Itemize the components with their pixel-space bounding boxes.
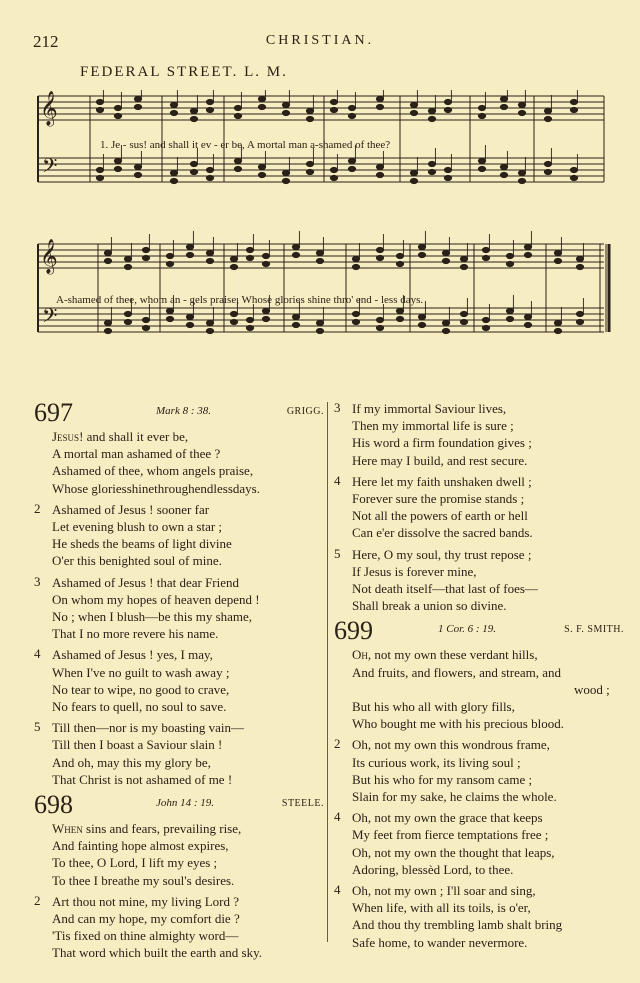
note-head bbox=[306, 108, 313, 113]
note-head bbox=[104, 250, 111, 255]
note-head bbox=[206, 320, 213, 325]
note-head bbox=[500, 104, 507, 109]
note-head bbox=[206, 99, 213, 104]
tune-title: FEDERAL STREET. L. M. bbox=[80, 64, 288, 80]
verse-line: To thee I breathe my soul's desires. bbox=[52, 872, 235, 888]
scripture-reference: Mark 8 : 38. bbox=[156, 405, 211, 417]
column-divider bbox=[327, 402, 328, 942]
note-head bbox=[186, 322, 193, 327]
note-head bbox=[330, 175, 337, 180]
stanza-number: 2 bbox=[34, 892, 41, 908]
note-head bbox=[330, 107, 337, 112]
note-head bbox=[518, 178, 525, 183]
note-head bbox=[576, 311, 583, 316]
verse-line: Adoring, blessèd Lord, to thee. bbox=[352, 861, 514, 877]
stanza bbox=[34, 820, 324, 889]
verse-line: And fainting hope almost expires, bbox=[52, 838, 229, 854]
verse-line: Not all the powers of earth or hell bbox=[352, 508, 528, 524]
stanza-number: 5 bbox=[34, 719, 41, 735]
note-head bbox=[96, 99, 103, 104]
note-head bbox=[348, 166, 355, 171]
note-head bbox=[306, 161, 313, 166]
note-head bbox=[170, 170, 177, 175]
note-head bbox=[460, 256, 467, 261]
note-head bbox=[170, 102, 177, 107]
music-score bbox=[34, 90, 614, 382]
note-head bbox=[524, 322, 531, 327]
right-column bbox=[334, 400, 624, 955]
note-head bbox=[262, 253, 269, 258]
verse-line: If my immortal Saviour lives, bbox=[352, 401, 507, 416]
note-head bbox=[396, 308, 403, 313]
lyrics-line-1: 1. Je - sus! and shall it ev - er be, A mortal man a-shamed of thee? bbox=[100, 139, 391, 151]
note-head bbox=[518, 170, 525, 175]
note-head bbox=[460, 319, 467, 324]
verse-line: My feet from fierce temptations free ; bbox=[352, 827, 549, 843]
note-head bbox=[282, 102, 289, 107]
note-head bbox=[234, 105, 241, 110]
stanza bbox=[34, 719, 324, 788]
note-head bbox=[428, 108, 435, 113]
note-head bbox=[262, 308, 269, 313]
note-head bbox=[442, 258, 449, 263]
verse-line: That word which built the earth and sky. bbox=[52, 945, 262, 961]
note-head bbox=[142, 255, 149, 260]
left-column bbox=[34, 400, 324, 966]
note-head bbox=[482, 317, 489, 322]
note-head bbox=[376, 104, 383, 109]
note-head bbox=[576, 264, 583, 269]
stanza bbox=[34, 428, 324, 497]
note-head bbox=[544, 108, 551, 113]
note-head bbox=[348, 105, 355, 110]
hymn-number: 697 bbox=[34, 398, 73, 427]
note-head bbox=[166, 316, 173, 321]
note-head bbox=[166, 261, 173, 266]
note-head bbox=[258, 172, 265, 177]
verse-line: , not my own these verdant hills, bbox=[367, 647, 538, 663]
scripture-reference: 1 Cor. 6 : 19. bbox=[438, 623, 497, 636]
stanza bbox=[334, 736, 624, 805]
note-head bbox=[190, 116, 197, 121]
verse-line: But his who all with glory fills, bbox=[352, 699, 515, 715]
verse-line: Whose gloriesshinethroughendlessdays. bbox=[52, 480, 260, 496]
scripture-reference: John 14 : 19. bbox=[156, 797, 215, 810]
note-head bbox=[554, 258, 561, 263]
note-head bbox=[142, 317, 149, 322]
note-head bbox=[570, 167, 577, 172]
verse-line: No ; when I blush—be this my shame, bbox=[52, 609, 253, 625]
verse-line: And oh, may this my glory be, bbox=[52, 754, 211, 770]
running-head: CHRISTIAN. bbox=[265, 33, 375, 48]
note-head bbox=[352, 256, 359, 261]
note-head bbox=[376, 172, 383, 177]
verse-line: Here let my faith unshaken dwell ; bbox=[352, 473, 532, 489]
verse-line: Oh, not my own this wondrous frame, bbox=[352, 737, 550, 753]
stanza-number: 2 bbox=[34, 500, 41, 516]
note-head bbox=[114, 158, 121, 163]
note-head bbox=[206, 167, 213, 172]
note-head bbox=[170, 178, 177, 183]
note-head bbox=[554, 320, 561, 325]
verse-line: His word a firm foundation gives ; bbox=[352, 435, 532, 451]
verse-line: Shall break a union so divine. bbox=[352, 598, 507, 614]
verse-line: Art thou not mine, my living Lord ? bbox=[52, 893, 240, 909]
note-head bbox=[418, 244, 425, 249]
note-head bbox=[376, 317, 383, 322]
note-head bbox=[104, 258, 111, 263]
note-head bbox=[282, 110, 289, 115]
note-head bbox=[506, 253, 513, 258]
verse-line: Till then I boast a Saviour slain ! bbox=[52, 737, 223, 753]
verse-line: wood ; bbox=[574, 681, 610, 697]
verse-line: If Jesus is forever mine, bbox=[352, 563, 477, 579]
verse-line: Oh, not my own the grace that keeps bbox=[352, 810, 543, 826]
verse-line: Safe home, to wander nevermore. bbox=[352, 934, 528, 950]
note-head bbox=[134, 96, 141, 101]
note-head bbox=[518, 110, 525, 115]
note-head bbox=[246, 255, 253, 260]
verse-line: To thee, O Lord, I lift my eyes ; bbox=[52, 855, 218, 871]
note-head bbox=[544, 169, 551, 174]
first-word: When bbox=[52, 821, 83, 837]
note-head bbox=[306, 169, 313, 174]
note-head bbox=[234, 166, 241, 171]
note-head bbox=[258, 96, 265, 101]
note-head bbox=[544, 161, 551, 166]
verse-line: No tear to wipe, no good to crave, bbox=[52, 681, 230, 697]
verse-line: A mortal man ashamed of thee ? bbox=[52, 446, 221, 462]
note-head bbox=[428, 116, 435, 121]
verse-line: Let evening blush to own a star ; bbox=[52, 519, 223, 535]
note-head bbox=[478, 113, 485, 118]
note-head bbox=[444, 99, 451, 104]
note-head bbox=[376, 325, 383, 330]
note-head bbox=[234, 113, 241, 118]
note-head bbox=[124, 311, 131, 316]
verse-line: And fruits, and flowers, and stream, and bbox=[352, 664, 562, 680]
note-head bbox=[96, 175, 103, 180]
hymn-author: S. F. SMITH. bbox=[564, 624, 624, 636]
note-head bbox=[482, 247, 489, 252]
note-head bbox=[500, 96, 507, 101]
note-head bbox=[292, 252, 299, 257]
note-head bbox=[142, 247, 149, 252]
note-head bbox=[246, 247, 253, 252]
hymn-header bbox=[334, 618, 624, 646]
note-head bbox=[292, 322, 299, 327]
note-head bbox=[258, 104, 265, 109]
note-head bbox=[306, 116, 313, 121]
note-head bbox=[348, 113, 355, 118]
note-head bbox=[460, 264, 467, 269]
note-head bbox=[554, 328, 561, 333]
note-head bbox=[166, 308, 173, 313]
first-word: Oh bbox=[352, 647, 368, 663]
stanza bbox=[34, 501, 324, 570]
stanza bbox=[334, 809, 624, 878]
stanza-number: 2 bbox=[334, 736, 341, 752]
note-head bbox=[460, 311, 467, 316]
note-head bbox=[142, 325, 149, 330]
verse-line: Who bought me with his precious blood. bbox=[352, 716, 564, 732]
note-head bbox=[170, 110, 177, 115]
verse-line: Ashamed of Jesus ! that dear Friend bbox=[52, 574, 240, 590]
note-head bbox=[230, 256, 237, 261]
note-head bbox=[418, 322, 425, 327]
note-head bbox=[524, 244, 531, 249]
note-head bbox=[506, 261, 513, 266]
treble-clef: 𝄞 bbox=[40, 239, 58, 274]
bass-clef: 𝄢 bbox=[42, 154, 58, 182]
stanza bbox=[334, 546, 624, 615]
stanza-number: 4 bbox=[334, 809, 341, 825]
note-head bbox=[186, 252, 193, 257]
note-head bbox=[258, 164, 265, 169]
note-head bbox=[352, 264, 359, 269]
note-head bbox=[186, 244, 193, 249]
hymn-number: 698 bbox=[34, 790, 73, 820]
note-head bbox=[442, 250, 449, 255]
note-head bbox=[134, 164, 141, 169]
note-head bbox=[316, 258, 323, 263]
note-head bbox=[124, 264, 131, 269]
note-head bbox=[442, 320, 449, 325]
verse-line: Ashamed of thee, whom angels praise, bbox=[52, 463, 254, 479]
stanza bbox=[34, 893, 324, 962]
note-head bbox=[554, 250, 561, 255]
note-head bbox=[570, 107, 577, 112]
note-head bbox=[104, 328, 111, 333]
note-head bbox=[206, 175, 213, 180]
stanza-number: 4 bbox=[334, 472, 341, 488]
note-head bbox=[134, 104, 141, 109]
note-head bbox=[292, 244, 299, 249]
note-head bbox=[292, 314, 299, 319]
stanza-number: 5 bbox=[334, 545, 341, 561]
note-head bbox=[376, 247, 383, 252]
note-head bbox=[246, 317, 253, 322]
verse-line: And can my hope, my comfort die ? bbox=[52, 911, 240, 927]
note-head bbox=[410, 178, 417, 183]
note-head bbox=[396, 261, 403, 266]
note-head bbox=[376, 96, 383, 101]
verse-line: 'Tis fixed on thine almighty word— bbox=[52, 928, 239, 944]
note-head bbox=[482, 325, 489, 330]
treble-clef: 𝄞 bbox=[40, 91, 58, 126]
note-head bbox=[114, 113, 121, 118]
verse-line: But his who for my ransom came ; bbox=[352, 771, 533, 787]
note-head bbox=[262, 261, 269, 266]
note-head bbox=[376, 255, 383, 260]
note-head bbox=[442, 328, 449, 333]
verse-line: sins and fears, prevailing rise, bbox=[82, 821, 242, 837]
note-head bbox=[96, 167, 103, 172]
note-head bbox=[444, 175, 451, 180]
verse-line: Oh, not my own ; I'll soar and sing, bbox=[352, 883, 536, 899]
note-head bbox=[166, 253, 173, 258]
note-head bbox=[410, 170, 417, 175]
note-head bbox=[428, 161, 435, 166]
note-head bbox=[262, 316, 269, 321]
note-head bbox=[376, 164, 383, 169]
note-head bbox=[506, 308, 513, 313]
verse-line: And thou thy trembling lamb shalt bring bbox=[352, 917, 563, 933]
note-head bbox=[506, 316, 513, 321]
note-head bbox=[478, 158, 485, 163]
verse-line: Here may I build, and rest secure. bbox=[352, 452, 528, 468]
note-head bbox=[114, 166, 121, 171]
stanza-number: 4 bbox=[334, 882, 341, 898]
note-head bbox=[316, 320, 323, 325]
note-head bbox=[230, 264, 237, 269]
stanza bbox=[334, 473, 624, 542]
verse-line: Ashamed of Jesus ! sooner far bbox=[52, 501, 210, 517]
stanza bbox=[334, 882, 624, 951]
lyrics-line-2: A-shamed of thee, whom an - gels praise, Whose glories shine thro' end - less days. bbox=[56, 294, 424, 306]
note-head bbox=[124, 256, 131, 261]
bass-clef: 𝄢 bbox=[42, 304, 58, 332]
verse-line: Here, O my soul, thy trust repose ; bbox=[352, 546, 532, 562]
hymn-header bbox=[34, 400, 324, 428]
verse-line: When life, with all its toils, is o'er, bbox=[352, 900, 531, 916]
note-head bbox=[124, 319, 131, 324]
verse-line: ! and shall it ever be, bbox=[79, 429, 189, 444]
note-head bbox=[190, 161, 197, 166]
verse-line: Then my immortal life is sure ; bbox=[352, 418, 514, 434]
note-head bbox=[410, 110, 417, 115]
first-word: Jesus bbox=[52, 429, 80, 444]
note-head bbox=[114, 105, 121, 110]
note-head bbox=[206, 250, 213, 255]
note-head bbox=[482, 255, 489, 260]
verse-line: O'er this benighted soul of mine. bbox=[52, 553, 222, 569]
note-head bbox=[524, 314, 531, 319]
stanza bbox=[334, 646, 624, 732]
note-head bbox=[206, 328, 213, 333]
verse-line: That Christ is not ashamed of me ! bbox=[52, 771, 233, 787]
stanza bbox=[34, 646, 324, 715]
page-number: 212 bbox=[33, 32, 59, 51]
note-head bbox=[316, 250, 323, 255]
stanza bbox=[334, 400, 624, 469]
stanza-number: 3 bbox=[334, 400, 341, 415]
note-head bbox=[428, 169, 435, 174]
note-head bbox=[500, 172, 507, 177]
note-head bbox=[544, 116, 551, 121]
verse-line: He sheds the beams of light divine bbox=[52, 536, 232, 552]
hymn-header bbox=[34, 792, 324, 820]
verse-line: On whom my hopes of heaven depend ! bbox=[52, 591, 260, 607]
note-head bbox=[282, 170, 289, 175]
hymn-author: GRIGG. bbox=[286, 406, 324, 417]
note-head bbox=[96, 107, 103, 112]
verse-line: Can e'er dissolve the sacred bands. bbox=[352, 525, 533, 541]
note-head bbox=[134, 172, 141, 177]
note-head bbox=[418, 314, 425, 319]
note-head bbox=[478, 166, 485, 171]
note-head bbox=[190, 169, 197, 174]
note-head bbox=[500, 164, 507, 169]
note-head bbox=[576, 319, 583, 324]
note-head bbox=[570, 175, 577, 180]
note-head bbox=[234, 158, 241, 163]
hymn-number: 699 bbox=[334, 616, 373, 646]
note-head bbox=[316, 328, 323, 333]
stanza-number: 3 bbox=[34, 573, 41, 589]
note-head bbox=[230, 319, 237, 324]
verse-line: No fears to quell, no soul to save. bbox=[52, 699, 227, 715]
verse-line: When I've no guilt to wash away ; bbox=[52, 664, 230, 680]
note-head bbox=[206, 107, 213, 112]
note-head bbox=[186, 314, 193, 319]
verse-line: Oh, not my own the thought that leaps, bbox=[352, 844, 555, 860]
note-head bbox=[518, 102, 525, 107]
note-head bbox=[444, 167, 451, 172]
stanza bbox=[34, 574, 324, 643]
verse-line: Till then—nor is my boasting vain— bbox=[52, 720, 244, 736]
note-head bbox=[524, 252, 531, 257]
note-head bbox=[230, 311, 237, 316]
note-head bbox=[330, 167, 337, 172]
verse-line: Not death itself—that last of foes— bbox=[352, 581, 538, 597]
note-head bbox=[410, 102, 417, 107]
note-head bbox=[418, 252, 425, 257]
hymn-author: STEELE. bbox=[281, 798, 324, 810]
note-head bbox=[396, 316, 403, 321]
note-head bbox=[104, 320, 111, 325]
note-head bbox=[282, 178, 289, 183]
note-head bbox=[352, 319, 359, 324]
verse-line: Ashamed of Jesus ! yes, I may, bbox=[52, 647, 213, 663]
note-head bbox=[576, 256, 583, 261]
note-head bbox=[444, 107, 451, 112]
note-head bbox=[570, 99, 577, 104]
note-head bbox=[246, 325, 253, 330]
note-head bbox=[348, 158, 355, 163]
verse-line: That I no more revere his name. bbox=[52, 626, 219, 642]
note-head bbox=[352, 311, 359, 316]
note-head bbox=[330, 99, 337, 104]
note-head bbox=[396, 253, 403, 258]
note-head bbox=[190, 108, 197, 113]
note-head bbox=[478, 105, 485, 110]
verse-line: Its curious work, its living soul ; bbox=[352, 754, 521, 770]
note-head bbox=[206, 258, 213, 263]
verse-line: Forever sure the promise stands ; bbox=[352, 491, 525, 507]
verse-line: Slain for my sake, he claims the whole. bbox=[352, 789, 557, 805]
stanza-number: 4 bbox=[34, 646, 41, 662]
